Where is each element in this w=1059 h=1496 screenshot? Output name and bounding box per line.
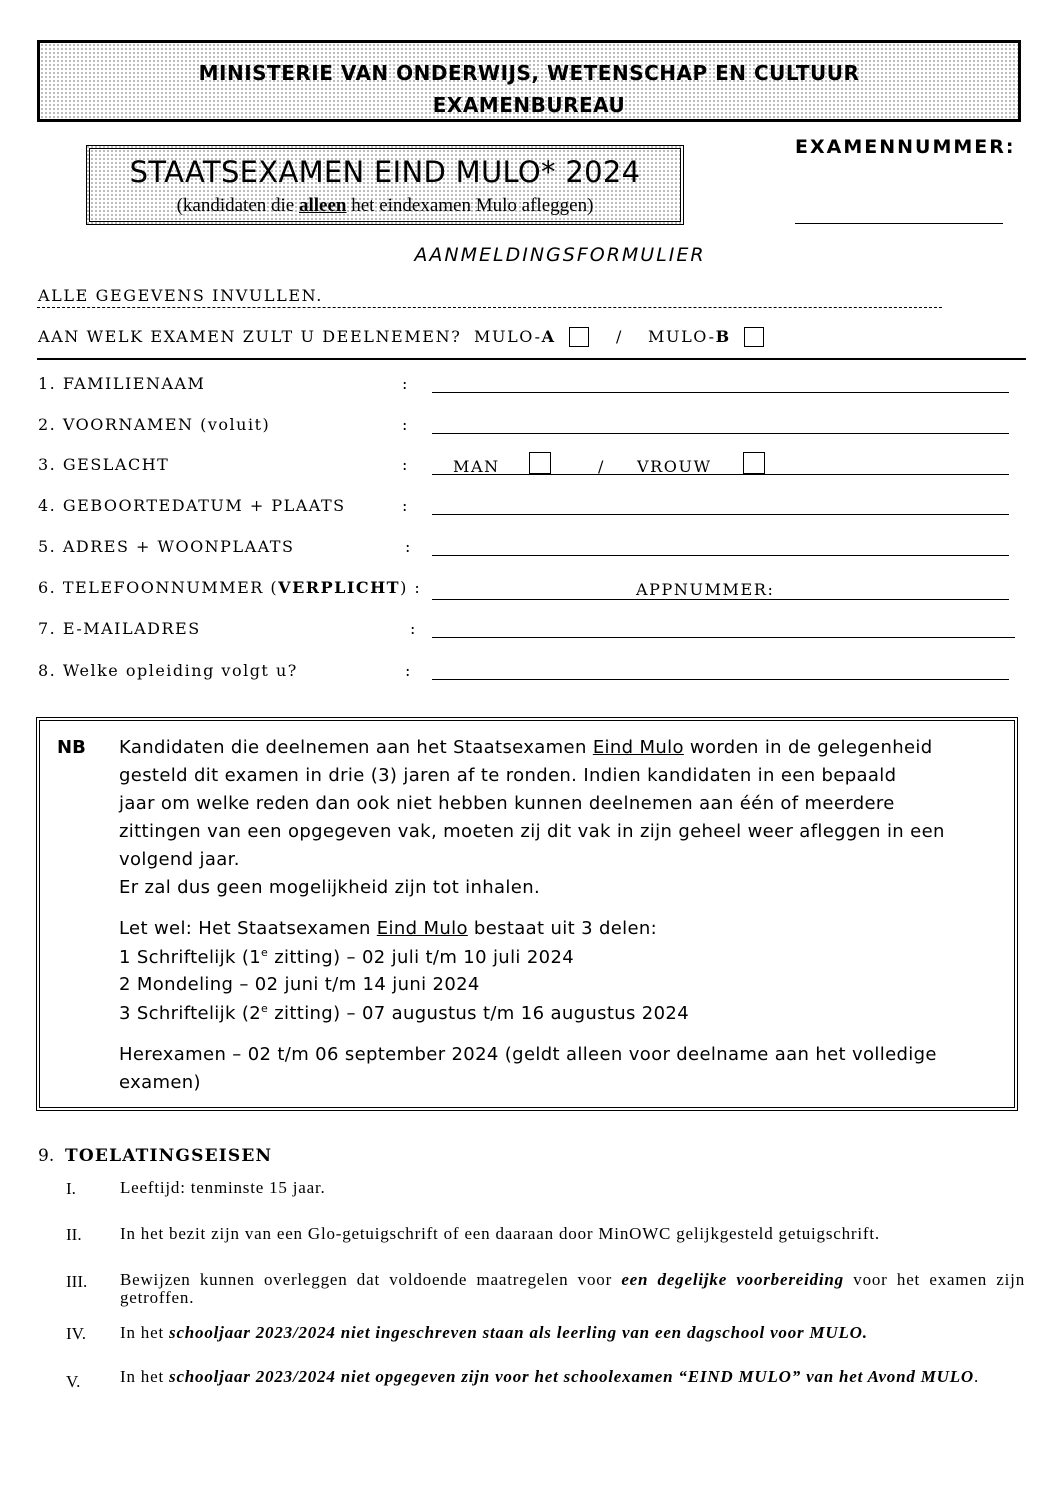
field-label: 2. VOORNAMEN (voluit) [38, 415, 271, 434]
nb-line: examen) [119, 1072, 201, 1093]
nb-text-part: worden in de gelegenheid [683, 737, 933, 758]
ministry-header-box [37, 40, 1021, 122]
email-input-line[interactable] [432, 637, 1015, 638]
fill-all-instruction: ALLE GEGEVENS INVULLEN. [38, 286, 323, 305]
mulo-separator: / [616, 327, 623, 346]
nb-text-part: bestaat uit 3 delen: [467, 918, 658, 939]
geboortedatum-input-line[interactable] [432, 514, 1009, 515]
field-label: 3. GESLACHT [38, 455, 170, 474]
nb-line: gesteld dit examen in drie (3) jaren af te ronden. Indien kandidaten in een bepaald [119, 765, 897, 786]
exam-subtitle-emphasis: alleen [298, 195, 347, 216]
form-title: AANMELDINGSFORMULIER [414, 244, 706, 266]
nb-line [119, 946, 574, 968]
nb-line: jaar om welke reden dan ook niet hebben kunnen deelnemen aan één of meerdere [119, 793, 895, 814]
nb-notice-box [36, 717, 1018, 1111]
gender-vrouw-label: VROUW [637, 457, 712, 476]
field-colon: : [402, 374, 408, 393]
nb-text-part: 3 Schriftelijk (2 [119, 1003, 262, 1024]
field-opleiding [0, 661, 1059, 691]
gender-man-label: MAN [453, 457, 500, 476]
nb-line [119, 1002, 689, 1024]
nb-text-part: Let wel: Het Staatsexamen [119, 918, 377, 939]
exam-title: STAATSEXAMEN EIND MULO* 2024 [129, 155, 641, 189]
field-label [38, 578, 421, 597]
nb-line: Er zal dus geen mogelijkheid zijn tot inhalen. [119, 877, 541, 898]
mulo-a-letter: A [541, 327, 556, 346]
requirement-text-part: . [973, 1367, 980, 1386]
requirement-number: III. [66, 1272, 88, 1291]
section-divider [37, 358, 1026, 360]
mulo-a-checkbox[interactable] [569, 327, 589, 347]
geslacht-underline [432, 474, 1009, 475]
field-label-required: VERPLICHT [278, 578, 401, 597]
requirement-text-part: In het [120, 1367, 170, 1386]
familienaam-input-line[interactable] [432, 392, 1009, 393]
exam-question: AAN WELK EXAMEN ZULT U DEELNEMEN? [38, 327, 462, 346]
requirement-emphasis: een degelijke voorbereiding [621, 1270, 844, 1289]
nb-superscript: e [261, 1002, 269, 1015]
field-colon: : [402, 415, 408, 434]
field-adres [0, 537, 1059, 567]
nb-text-part: zitting) – 07 augustus t/m 16 augustus 2024 [268, 1003, 690, 1024]
requirement-text-part: In het [120, 1323, 170, 1342]
requirement-text: In het bezit zijn van een Glo-getuigschrift of een daaraan door MinOWC gelijkgesteld getuigschrift. [120, 1224, 880, 1243]
voornamen-input-line[interactable] [432, 433, 1009, 434]
requirement-text [120, 1271, 1025, 1307]
exam-subtitle-part: het eindexamen Mulo afleggen) [346, 195, 594, 216]
dashed-divider [37, 307, 942, 308]
exam-subtitle-part: (kandidaten die [176, 195, 299, 216]
nb-text-part: Kandidaten die deelnemen aan het Staatsexamen [119, 737, 593, 758]
nb-superscript: e [261, 946, 269, 959]
nb-line: volgend jaar. [119, 849, 240, 870]
opleiding-input-line[interactable] [432, 679, 1009, 680]
requirement-number: I. [66, 1179, 76, 1198]
exam-title-box [86, 145, 684, 225]
appnummer-label: APPNUMMER: [636, 580, 775, 599]
field-label: 7. E-MAILADRES [38, 619, 201, 638]
gender-separator: / [598, 457, 605, 476]
nb-line [119, 737, 933, 758]
ministry-name: MINISTERIE VAN ONDERWIJS, WETENSCHAP EN CULTUUR [198, 61, 860, 85]
field-email [0, 619, 1059, 649]
requirement-text-part: Bewijzen kunnen overleggen dat voldoende maatregelen voor [120, 1270, 622, 1289]
field-geboortedatum [0, 496, 1059, 526]
requirement-text-part: voor het examen zijn getroffen. [120, 1270, 1025, 1307]
mulo-b-letter: B [715, 327, 731, 346]
field-familienaam [0, 374, 1059, 404]
requirements-heading [38, 1146, 272, 1166]
requirement-number: IV. [66, 1324, 86, 1343]
nb-line: Herexamen – 02 t/m 06 september 2024 (geldt alleen voor deelname aan het volledige [119, 1044, 937, 1065]
adres-input-line[interactable] [432, 555, 1009, 556]
requirement-number: V. [66, 1372, 81, 1391]
field-colon: : [410, 619, 416, 638]
mulo-a-prefix: MULO- [474, 327, 542, 346]
field-label: 4. GEBOORTEDATUM + PLAATS [38, 496, 346, 515]
field-geslacht [0, 455, 1059, 485]
exam-bureau-name: EXAMENBUREAU [432, 93, 626, 117]
requirement-text [120, 1324, 1025, 1342]
nb-text-part: zitting) – 02 juli t/m 10 juli 2024 [268, 947, 575, 968]
examnummer-label: EXAMENNUMMER: [795, 136, 1016, 158]
field-colon: : [402, 496, 408, 515]
mulo-b-checkbox[interactable] [744, 327, 764, 347]
requirement-emphasis: schooljaar 2023/2024 niet opgegeven zijn voor het schoolexamen “EIND MULO” van het Avond MULO [169, 1367, 974, 1386]
field-label: 1. FAMILIENAAM [38, 374, 206, 393]
field-colon: : [405, 661, 411, 680]
field-label: 8. Welke opleiding volgt u? [38, 661, 298, 680]
nb-line [119, 918, 657, 939]
nb-underline: Eind Mulo [376, 918, 468, 939]
field-label: 5. ADRES + WOONPLAATS [38, 537, 295, 556]
requirements-title: TOELATINGSEISEN [65, 1146, 273, 1166]
requirements-number: 9. [38, 1146, 55, 1166]
mulo-b-label [648, 327, 731, 346]
field-voornamen [0, 415, 1059, 445]
requirement-emphasis: schooljaar 2023/2024 niet ingeschreven staan als leerling van een dagschool voor MULO. [169, 1323, 868, 1342]
mulo-b-prefix: MULO- [648, 327, 716, 346]
nb-label: NB [57, 737, 86, 758]
nb-line: zittingen van een opgegeven vak, moeten zij dit vak in zijn geheel weer afleggen in een [119, 821, 945, 842]
field-telefoonnummer [0, 578, 1059, 608]
exam-subtitle [90, 195, 680, 217]
field-label-part: ) : [400, 578, 422, 597]
telefoonnummer-input-line[interactable] [432, 599, 1009, 600]
mulo-a-label [474, 327, 556, 346]
requirement-text: Leeftijd: tenminste 15 jaar. [120, 1178, 326, 1197]
examnummer-input-line[interactable] [795, 223, 1003, 224]
field-colon: : [405, 537, 411, 556]
gender-vrouw-checkbox[interactable] [743, 452, 765, 474]
requirement-text [120, 1368, 1025, 1386]
field-label-part: 6. TELEFOONNUMMER ( [38, 578, 279, 597]
requirement-number: II. [66, 1225, 82, 1244]
nb-line: 2 Mondeling – 02 juni t/m 14 juni 2024 [119, 974, 480, 995]
nb-text-part: 1 Schriftelijk (1 [119, 947, 262, 968]
gender-man-checkbox[interactable] [529, 452, 551, 474]
field-colon: : [402, 455, 408, 474]
nb-underline: Eind Mulo [592, 737, 684, 758]
